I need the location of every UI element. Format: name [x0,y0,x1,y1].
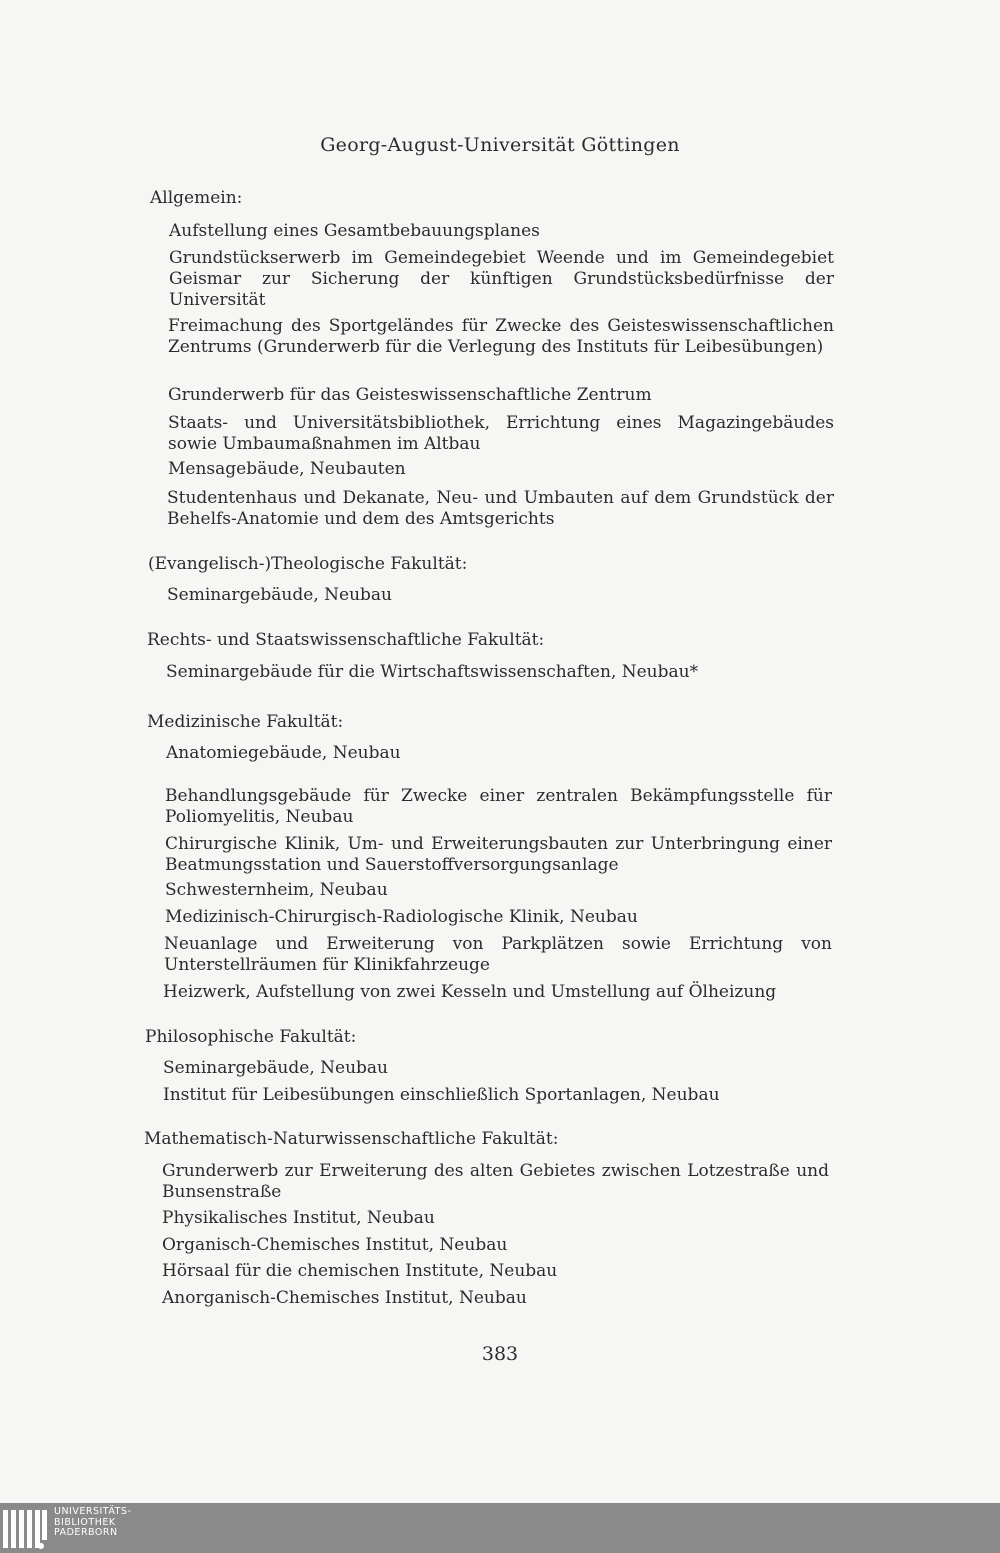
section-heading-mathnat: Mathematisch-Naturwissenschaftliche Fakultät: [144,1129,559,1149]
list-item: Behandlungsgebäude für Zwecke einer zentralen Bekämpfungsstelle für Poliomyelitis, Neubau [165,786,832,827]
list-item: Aufstellung eines Gesamtbebauungsplanes [169,221,540,241]
list-item: Institut für Leibesübungen einschließlich Sportanlagen, Neubau [163,1085,720,1105]
page-title: Georg-August-Universität Göttingen [320,134,680,156]
list-item: Staats- und Universitätsbibliothek, Errichtung eines Magazingebäudes sowie Umbaumaßnahmen im Altbau [168,413,834,454]
section-heading-allgemein: Allgemein: [150,188,243,208]
list-item: Grunderwerb für das Geisteswissenschaftliche Zentrum [168,385,652,405]
list-item: Neuanlage und Erweiterung von Parkplätzen sowie Errichtung von Unterstellräumen für Klinikfahrzeuge [164,934,832,975]
library-footer-bar [0,1503,1000,1553]
list-item: Seminargebäude, Neubau [167,585,392,605]
list-item: Physikalisches Institut, Neubau [162,1208,435,1228]
section-heading-theologie: (Evangelisch-)Theologische Fakultät: [148,554,468,574]
list-item: Freimachung des Sportgeländes für Zwecke des Geisteswissenschaftlichen Zentrums (Grunderwerb für die Verlegung des Instituts für Leibesübungen) [168,316,834,357]
list-item: Hörsaal für die chemischen Institute, Neubau [162,1261,558,1281]
list-item: Medizinisch-Chirurgisch-Radiologische Klinik, Neubau [165,907,638,927]
list-item: Seminargebäude für die Wirtschaftswissenschaften, Neubau* [166,662,699,682]
list-item: Grundstückserwerb im Gemeindegebiet Weende und im Gemeindegebiet Geismar zur Sicherung der künftigen Grundstücksbedürfnisse der Universität [169,248,834,310]
list-item: Schwesternheim, Neubau [165,880,388,900]
logo-line-3: PADERBORN [54,1527,118,1538]
list-item: Organisch-Chemisches Institut, Neubau [162,1235,508,1255]
list-item: Heizwerk, Aufstellung von zwei Kesseln und Umstellung auf Ölheizung [163,982,777,1002]
section-heading-rechts: Rechts- und Staatswissenschaftliche Fakultät: [147,630,545,650]
list-item: Anorganisch-Chemisches Institut, Neubau [162,1288,527,1308]
logo-line-2: BIBLIOTHEK [54,1516,116,1528]
list-item: Grunderwerb zur Erweiterung des alten Gebietes zwischen Lotzestraße und Bunsenstraße [162,1161,829,1202]
list-item: Chirurgische Klinik, Um- und Erweiterungsbauten zur Unterbringung einer Beatmungsstation und Sauerstoffversorgungsanlage [165,834,832,875]
page-number: 383 [481,1343,519,1365]
list-item: Studentenhaus und Dekanate, Neu- und Umbauten auf dem Grundstück der Behelfs-Anatomie und dem des Amtsgerichts [167,488,834,529]
list-item: Seminargebäude, Neubau [163,1058,388,1078]
library-logo-dot [38,1543,44,1549]
section-heading-philosophie: Philosophische Fakultät: [145,1027,357,1047]
logo-line-1: UNIVERSITÄTS- [54,1506,132,1517]
library-logo-text [54,1507,131,1539]
section-heading-medizin: Medizinische Fakultät: [147,712,344,732]
list-item: Mensagebäude, Neubauten [168,459,406,479]
list-item: Anatomiegebäude, Neubau [166,743,401,763]
